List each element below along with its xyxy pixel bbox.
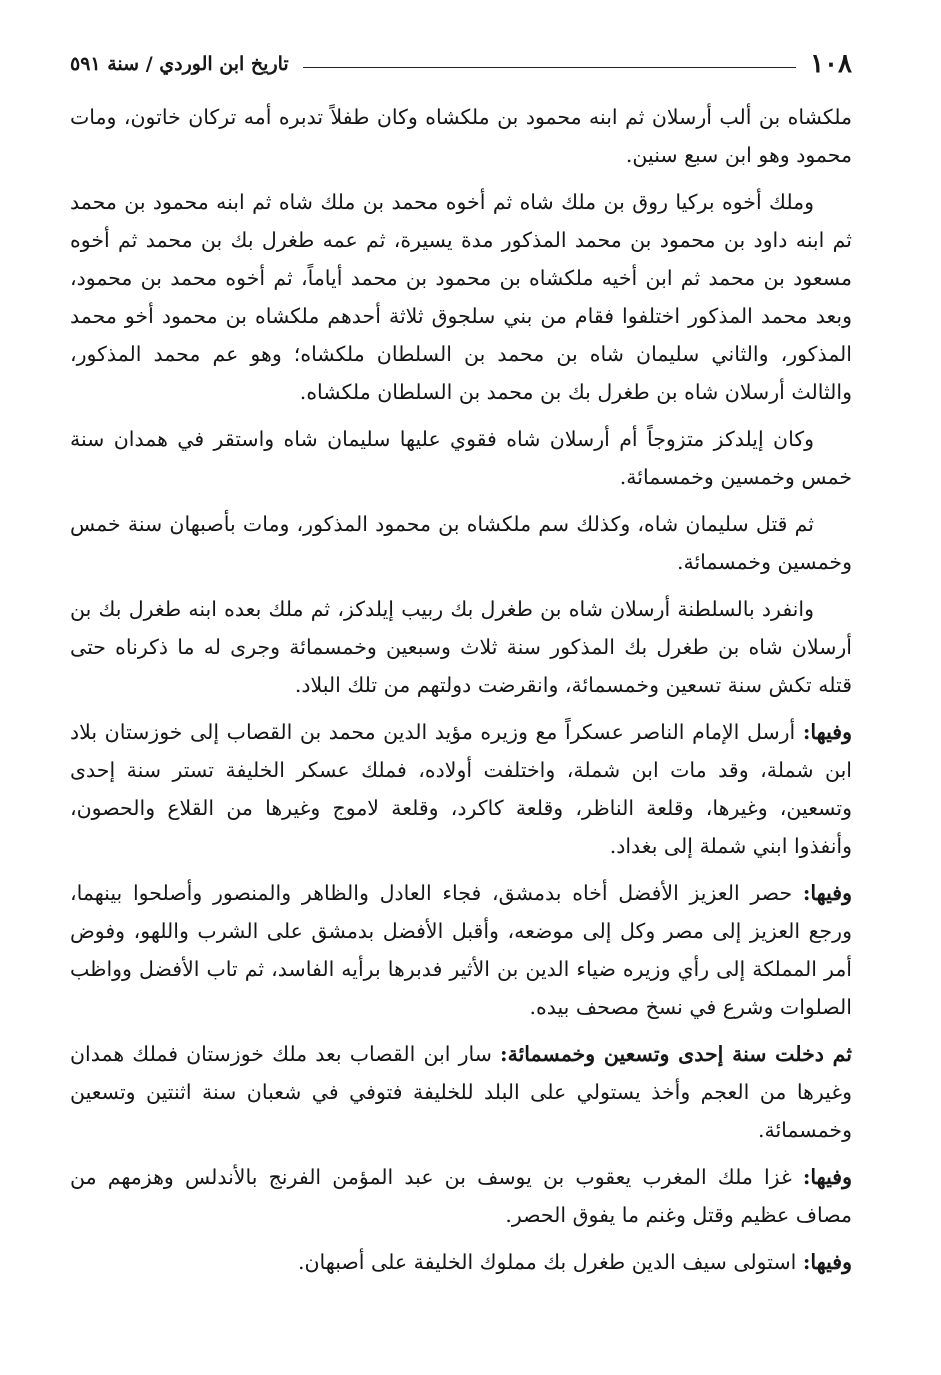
paragraph-text: غزا ملك المغرب يعقوب بن يوسف بن عبد المؤمن الفرنج بالأندلس وهزمهم من مصاف عظيم وقتل وغنم ما يفوق الحصر. [70, 1165, 852, 1227]
paragraph [70, 98, 852, 174]
running-title: تاريخ ابن الوردي / سنة ٥٩١ [70, 53, 289, 75]
book-page [70, 44, 852, 1344]
paragraph-text: وكان إيلدكز متزوجاً أم أرسلان شاه فقوي عليها سليمان شاه واستقر في همدان سنة خمس وخمسين وخمسمائة. [70, 427, 852, 489]
paragraph-lead: وفيها: [802, 1165, 852, 1189]
paragraph-text: سار ابن القصاب بعد ملك خوزستان فملك همدان وغيرها من العجم وأخذ يستولي على البلد للخليفة فتوفي في شعبان سنة اثنتين وتسعين وخمسمائة. [70, 1042, 852, 1142]
paragraph [70, 874, 852, 1026]
paragraph-text: أرسل الإمام الناصر عسكراً مع وزيره مؤيد الدين محمد بن القصاب إلى خوزستان بلاد ابن شملة، وقد مات ابن شملة، واختلفت أولاده، فملك عسكر الخليفة تستر سنة إحدى وتسعين، وغيرها، وقلعة الناظر، وقلعة كاكرد، وقلعة لاموج وغيرها من القلاع والحصون، وأنفذوا ابني شملة إلى بغداد. [70, 720, 852, 858]
running-header [70, 44, 852, 84]
paragraph [70, 590, 852, 704]
body-text [70, 98, 852, 1281]
paragraph [70, 505, 852, 581]
paragraph-text: استولى سيف الدين طغرل بك مملوك الخليفة على أصبهان. [297, 1250, 803, 1274]
paragraph [70, 420, 852, 496]
paragraph-lead: وفيها: [802, 881, 852, 905]
paragraph-text: وملك أخوه بركيا روق بن ملك شاه ثم أخوه محمد بن ملك شاه ثم ابنه محمود بن محمد ثم ابنه داود بن محمود بن محمد المذكور مدة يسيرة، ثم عمه طغرل بك بن محمد ثم أخوه مسعود بن محمد ثم ابن أخيه ملكشاه بن محمود بن محمد أياماً، ثم أخوه محمد بن محمود، وبعد محمد المذكور اختلفوا فقام من بني سلجوق ثلاثة أحدهم ملكشاه بن محمود أخو محمد المذكور، والثاني سليمان شاه بن محمد بن السلطان ملكشاه؛ وهو عم محمد المذكور، والثالث أرسلان شاه بن طغرل بك بن محمد بن السلطان ملكشاه. [70, 190, 852, 404]
paragraph [70, 713, 852, 865]
header-rule [303, 67, 796, 68]
paragraph-lead: ثم دخلت سنة إحدى وتسعين وخمسمائة: [500, 1042, 852, 1066]
page-number: ١٠٨ [810, 49, 852, 79]
paragraph [70, 1243, 852, 1281]
paragraph-text: وانفرد بالسلطنة أرسلان شاه بن طغرل بك ربيب إيلدكز، ثم ملك بعده ابنه طغرل بك بن أرسلان شاه بن طغرل بك المذكور سنة ثلاث وسبعين وخمسمائة وجرى له ما ذكرناه حتى قتله تكش سنة تسعين وخمسمائة، وانقرضت دولتهم من تلك البلاد. [70, 597, 852, 697]
paragraph-lead: وفيها: [802, 1250, 852, 1274]
paragraph-text: حصر العزيز الأفضل أخاه بدمشق، فجاء العادل والظاهر والمنصور وأصلحوا بينهما، ورجع العزيز إلى مصر وكل إلى موضعه، وأقبل الأفضل بدمشق على الشرب واللهو، وفوض أمر المملكة إلى رأي وزيره ضياء الدين بن الأثير فدبرها برأيه الفاسد، ثم تاب الأفضل وواظب الصلوات وشرع في نسخ مصحف بيده. [70, 881, 852, 1019]
paragraph-text: ملكشاه بن ألب أرسلان ثم ابنه محمود بن ملكشاه وكان طفلاً تدبره أمه تركان خاتون، ومات محمود وهو ابن سبع سنين. [70, 105, 852, 167]
paragraph [70, 1158, 852, 1234]
paragraph-lead: وفيها: [802, 720, 852, 744]
paragraph [70, 183, 852, 411]
paragraph-text: ثم قتل سليمان شاه، وكذلك سم ملكشاه بن محمود المذكور، ومات بأصبهان سنة خمس وخمسين وخمسمائة. [70, 512, 852, 574]
paragraph [70, 1035, 852, 1149]
